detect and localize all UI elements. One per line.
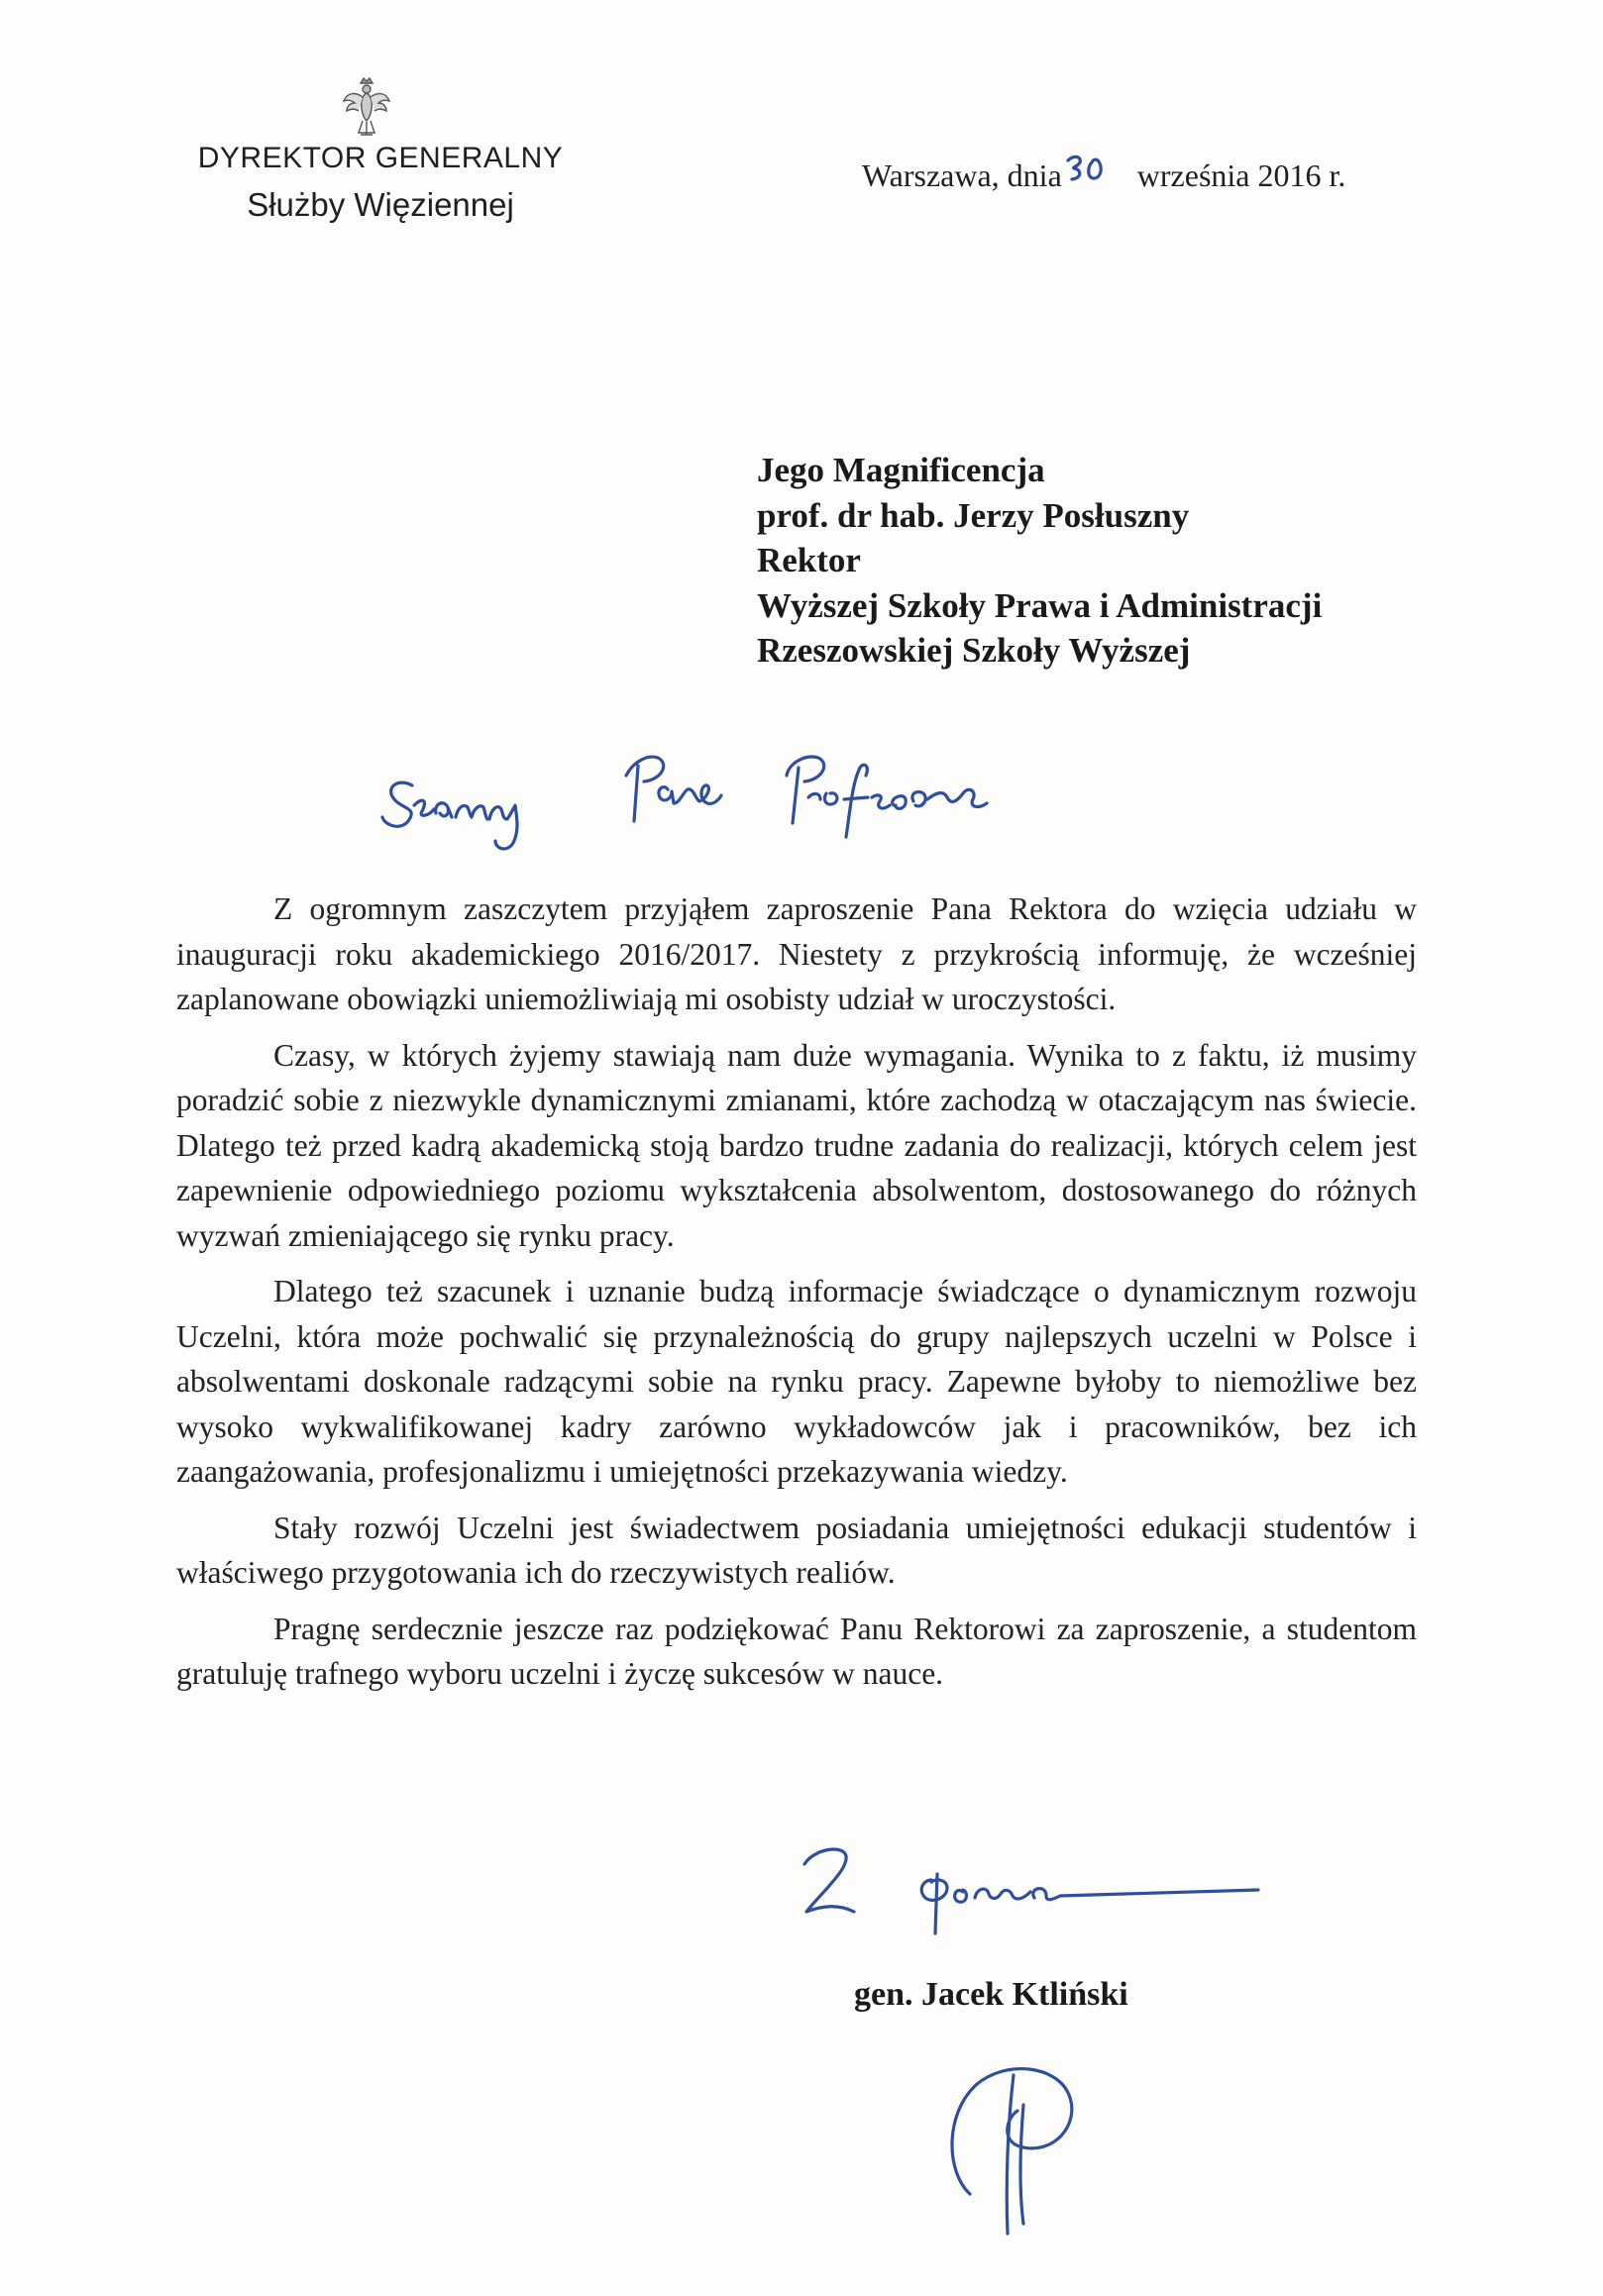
addressee-line: Rektor: [757, 541, 861, 579]
date-day-text: 30: [1105, 177, 1108, 179]
signer-name: gen. Jacek Ktliński: [854, 1976, 1128, 2013]
polish-eagle-icon: [341, 75, 392, 141]
date-day-handwritten: [1062, 149, 1129, 184]
body-paragraph: Stały rozwój Uczelni jest świadectwem posiadania umiejętności edukacji studentów i właściwego przygotowania ich do rzeczywistych realiów.: [176, 1510, 1417, 1590]
date-rest: września 2016 r.: [1136, 157, 1346, 193]
date-line: [862, 149, 1345, 194]
addressee-line: Jego Magnificencja: [757, 451, 1045, 489]
letter-body: [176, 887, 1417, 1708]
body-paragraph: Czasy, w których żyjemy stawiają nam duże wymagania. Wynika to z faktu, iż musimy poradzić sobie z niezwykle dynamicznymi zmianami, które zachodzą w otaczającym nas świecie. Dlatego też przed kadrą akademicką stoją bardzo trudne zadania do realizacji, których celem jest zapewnienie odpowiedniego poziomu wykształcenia absolwentom, dostosowanego do różnych wyzwań zmieniającego się rynku pracy.: [176, 1037, 1417, 1253]
issuer-title: DYREKTOR GENERALNY: [197, 142, 564, 174]
date-city: Warszawa, dnia: [862, 157, 1062, 193]
handwritten-closing: [793, 1842, 1268, 1936]
addressee-line: Rzeszowskiej Szkoły Wyższej: [757, 631, 1191, 670]
body-paragraph: Pragnę serdecznie jeszcze raz podziękować Panu Rektorowi za zaproszenie, a studentom gratuluję trafnego wyboru uczelni i życzę sukcesów w nauce.: [176, 1611, 1417, 1691]
issuer-institution: Służby Więziennej: [247, 186, 514, 223]
addressee-block: [757, 448, 1322, 674]
body-paragraph: Dlatego też szacunek i uznanie budzą informacje świadczące o dynamicznym rozwoju Uczelni, która może pochwalić się przynależnością do grupy najlepszych uczelni w Polsce i absolwentami doskonale radzącymi sobie na rynku pracy. Zapewne byłoby to niemożliwe bez wysoko wykwalifikowanej kadry zarówno wykładowców jak i pracowników, bez ich zaangażowania, profesjonalizmu i umiejętności przekazywania wiedzy.: [176, 1274, 1417, 1489]
addressee-line: Wyższej Szkoły Prawa i Administracji: [757, 585, 1323, 625]
body-paragraph: Z ogromnym zaszczytem przyjąłem zaproszenie Pana Rektora do wzięcia udziału w inauguracji roku akademickiego 2016/2017. Niestety z przykrością informuję, że wcześniej zaplanowane obowiązki uniemożliwiają mi osobisty udział w uroczystości.: [176, 891, 1417, 1016]
signature: [936, 2045, 1085, 2248]
addressee-line: prof. dr hab. Jerzy Posłuszny: [757, 495, 1190, 535]
handwritten-salutation: [378, 728, 1131, 857]
